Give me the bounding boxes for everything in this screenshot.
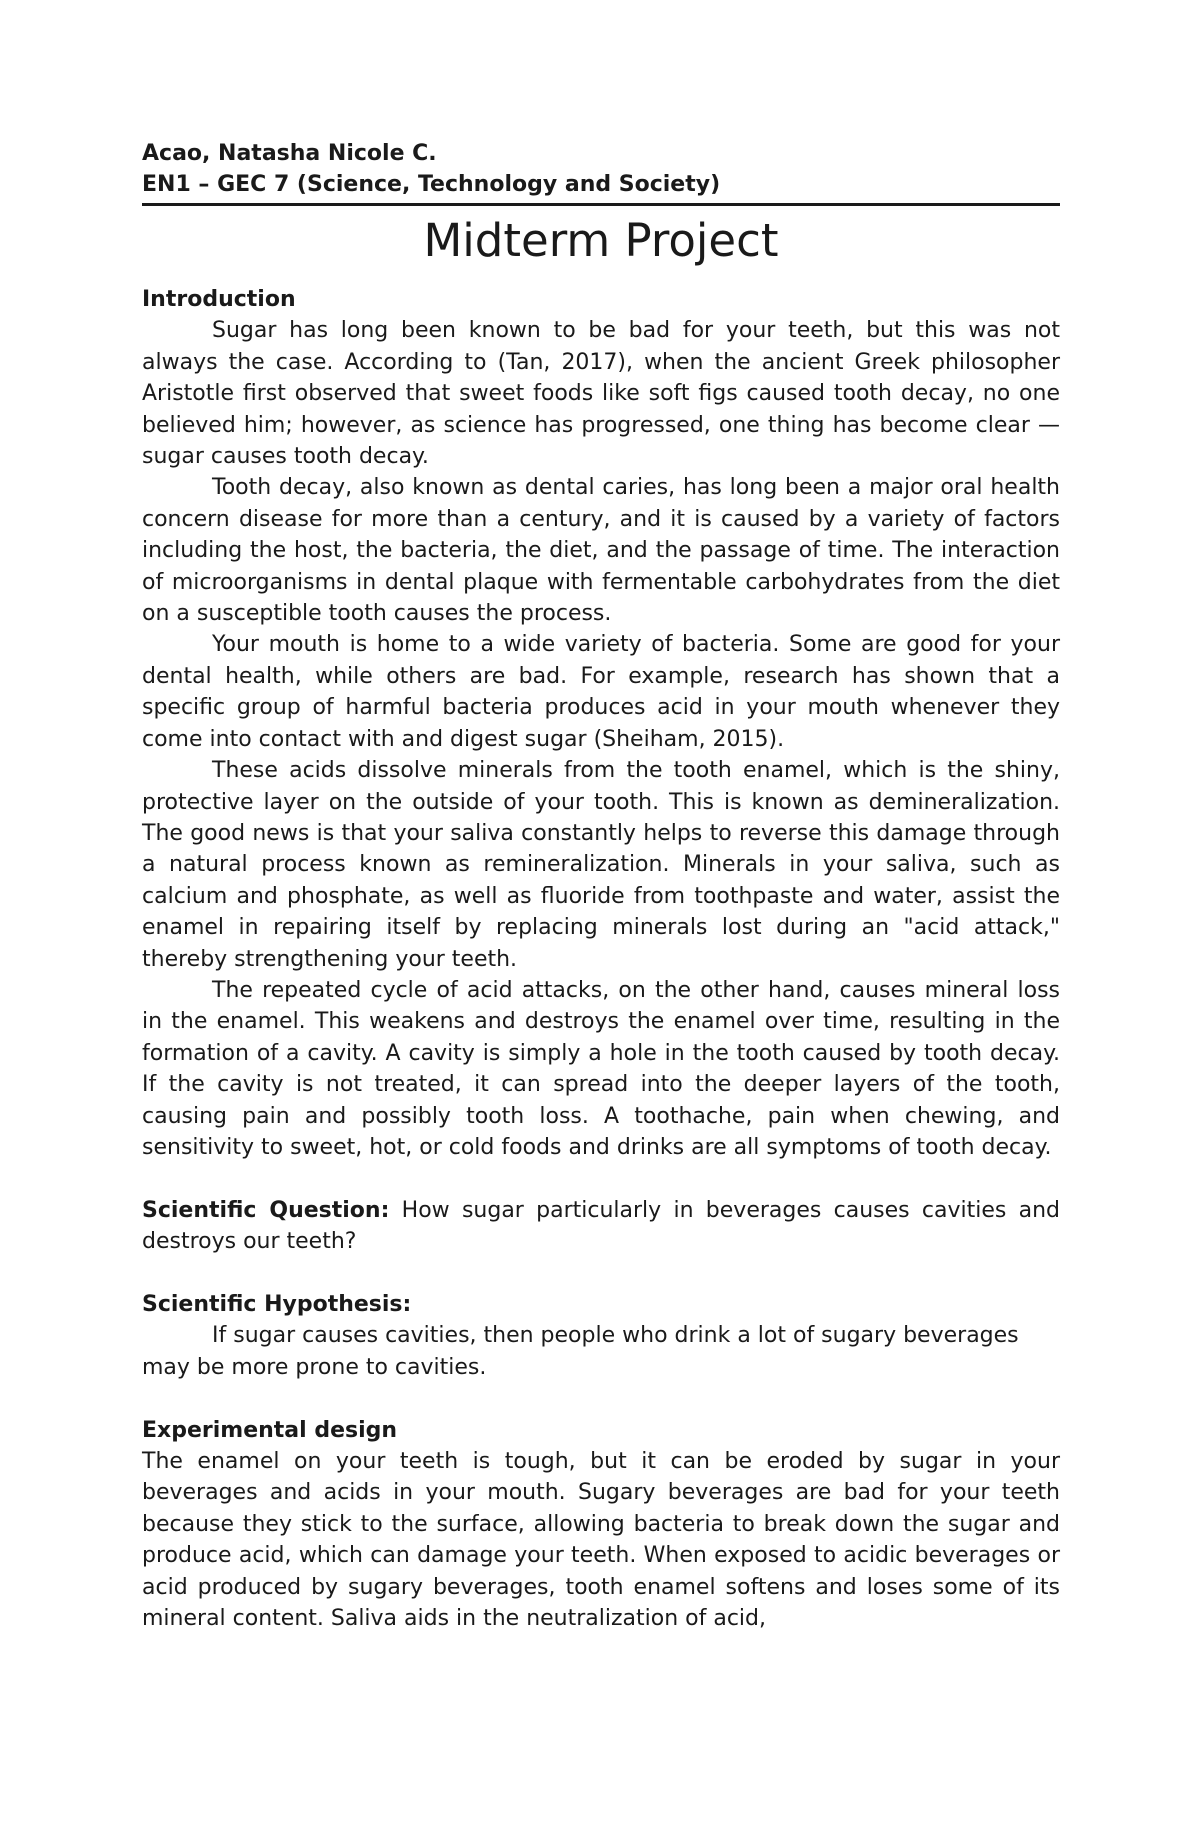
document-page bbox=[142, 138, 1060, 1634]
scientific-hypothesis-text: If sugar causes cavities, then people who drink a lot of sugary beverages may be more prone to cavities. bbox=[142, 1323, 1019, 1380]
introduction-paragraph-5: The repeated cycle of acid attacks, on the other hand, causes mineral loss in the enamel. This weakens and destroys the enamel over time, resulting in the formation of a cavity. A cavity is simply a hole in the tooth caused by tooth decay. If the cavity is not treated, it can spread into the deeper layers of the tooth, causing pain and possibly tooth loss. A toothache, pain when chewing, and sensitivity to sweet, hot, or cold foods and drinks are all symptoms of tooth decay. bbox=[142, 977, 1060, 1160]
experimental-design-heading: Experimental design bbox=[142, 1417, 398, 1443]
introduction-paragraph-2: Tooth decay, also known as dental caries, has long been a major oral health concern disease for more than a century, and it is caused by a variety of factors including the host, the bacteria, the diet, and the passage of time. The interaction of microorganisms in dental plaque with fermentable carbohydrates from the diet on a susceptible tooth causes the process. bbox=[142, 475, 1060, 627]
experimental-design-text: The enamel on your teeth is tough, but it can be eroded by sugar in your beverages and acids in your mouth. Sugary beverages are bad for your teeth because they stick to the surface, allowing bacteria to break down the sugar and produce acid, which can damage your teeth. When exposed to acidic beverages or acid produced by sugary beverages, tooth enamel softens and loses some of its mineral content. Saliva aids in the neutralization of acid, bbox=[142, 1448, 1060, 1632]
scientific-hypothesis-label: Scientific Hypothesis: bbox=[142, 1291, 412, 1317]
introduction-paragraph-4: These acids dissolve minerals from the tooth enamel, which is the shiny, protective layer on the outside of your tooth. This is known as demineralization. The good news is that your saliva constantly helps to reverse this damage through a natural process known as remineralization. Minerals in your saliva, such as calcium and phosphate, as well as fluoride from toothpaste and water, assist the enamel in repairing itself by replacing minerals lost during an "acid attack," thereby strengthening your teeth. bbox=[142, 758, 1060, 972]
author-name: Acao, Natasha Nicole C. bbox=[142, 141, 437, 166]
introduction-paragraph-1: Sugar has long been known to be bad for your teeth, but this was not always the case. According to (Tan, 2017), when the ancient Greek philosopher Aristotle first observed that sweet foods like soft figs caused tooth decay, no one believed him; however, as science has progressed, one thing has become clear — sugar causes tooth decay. bbox=[142, 318, 1060, 470]
page-title: Midterm Project bbox=[423, 214, 779, 267]
scientific-question bbox=[142, 1195, 1060, 1258]
introduction-heading: Introduction bbox=[142, 287, 296, 312]
scientific-question-label: Scientific Question: bbox=[142, 1197, 390, 1223]
scientific-question-text: How sugar particularly in beverages causes cavities and destroys our teeth? bbox=[142, 1197, 1060, 1255]
introduction-paragraph-3: Your mouth is home to a wide variety of bacteria. Some are good for your dental health, while others are bad. For example, research has shown that a specific group of harmful bacteria produces acid in your mouth whenever they come into contact with and digest sugar (Sheiham, 2015). bbox=[142, 632, 1060, 752]
course-title: EN1 – GEC 7 (Science, Technology and Society) bbox=[142, 169, 1060, 206]
